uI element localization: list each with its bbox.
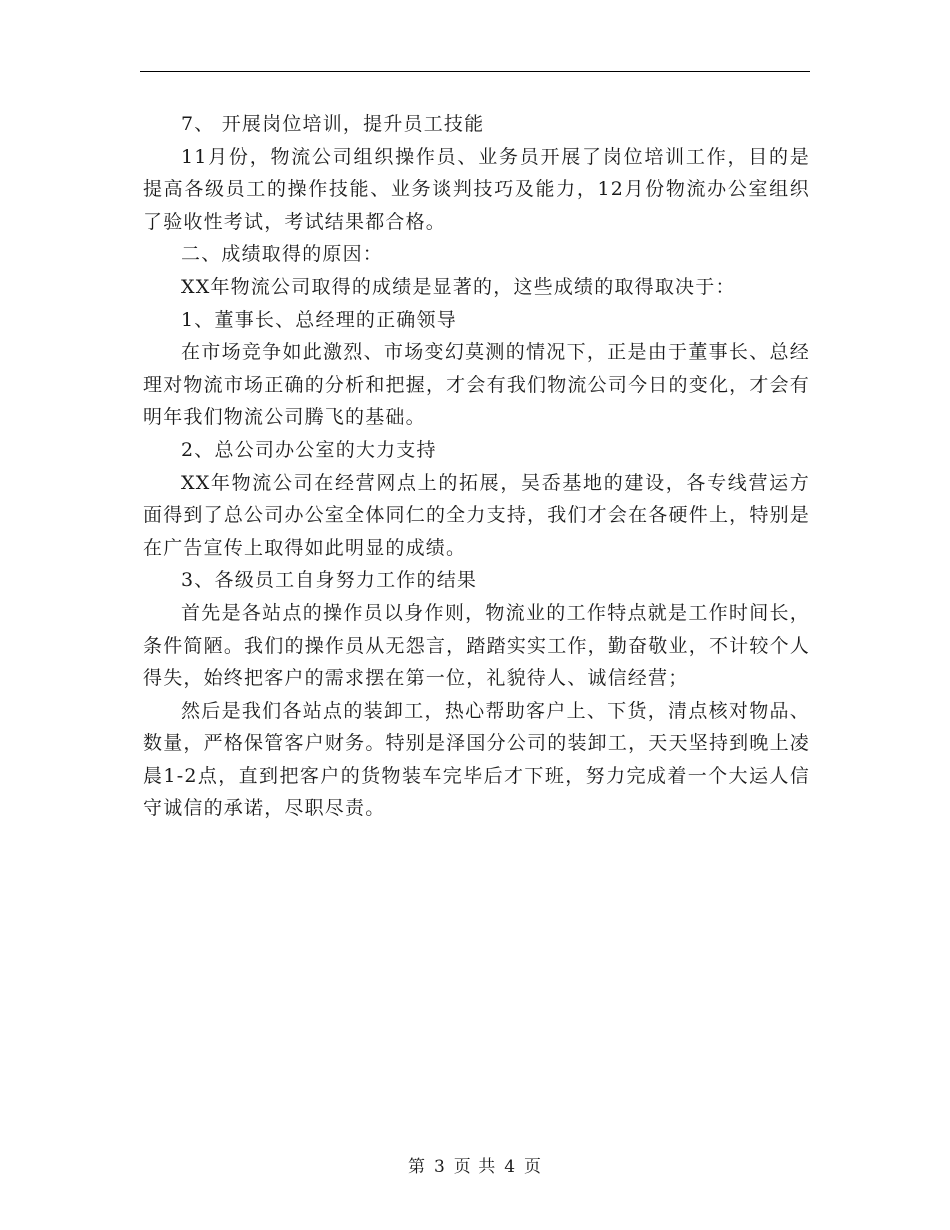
paragraph-leadership: 在市场竞争如此激烈、市场变幻莫测的情况下，正是由于董事长、总经理对物流市场正确的分析和把握，才会有我们物流公司今日的变化，才会有明年我们物流公司腾飞的基础。: [143, 341, 810, 429]
footer-suffix: 页: [524, 1157, 543, 1177]
footer-total-pages: 4: [504, 1157, 517, 1177]
document-body: [143, 108, 810, 825]
paragraph-training: 11月份，物流公司组织操作员、业务员开展了岗位培训工作，目的是提高各级员工的操作技能、业务谈判技巧及能力，12月份物流办公室组织了验收性考试，考试结果都合格。: [143, 145, 810, 233]
paragraph-reasons-intro: XX年物流公司取得的成绩是显著的，这些成绩的取得取决于：: [181, 275, 736, 298]
subheading-office-support: 2、总公司办公室的大力支持: [181, 438, 437, 461]
header-rule: [140, 71, 810, 72]
subheading-staff-effort: 3、各级员工自身努力工作的结果: [181, 569, 478, 592]
section-heading-reasons: 二、成绩取得的原因：: [181, 243, 384, 266]
subheading-leadership: 1、董事长、总经理的正确领导: [181, 308, 457, 331]
footer-page-number: 3: [433, 1157, 446, 1177]
paragraph-loaders: 然后是我们各站点的装卸工，热心帮助客户上、下货，清点核对物品、数量，严格保管客户财务。特别是泽国分公司的装卸工，天天坚持到晚上凌晨1-2点，直到把客户的货物装车完毕后才下班，努力完成着一个大运人信守诚信的承诺，尽职尽责。: [143, 699, 810, 820]
footer-middle: 页 共: [453, 1157, 497, 1177]
footer-prefix: 第: [407, 1157, 426, 1177]
section-heading-training: 7、 开展岗位培训，提升员工技能: [181, 113, 485, 135]
paragraph-office-support: XX年物流公司在经营网点上的拓展，吴岙基地的建设，各专线营运方面得到了总公司办公室全体同仁的全力支持，我们才会在各硬件上，特别是在广告宣传上取得如此明显的成绩。: [143, 471, 810, 559]
page-number-footer: [0, 1152, 950, 1177]
paragraph-operators: 首先是各站点的操作员以身作则，物流业的工作特点就是工作时间长，条件简陋。我们的操作员从无怨言，踏踏实实工作，勤奋敬业，不计较个人得失，始终把客户的需求摆在第一位，礼貌待人、诚信经营；: [143, 601, 810, 690]
